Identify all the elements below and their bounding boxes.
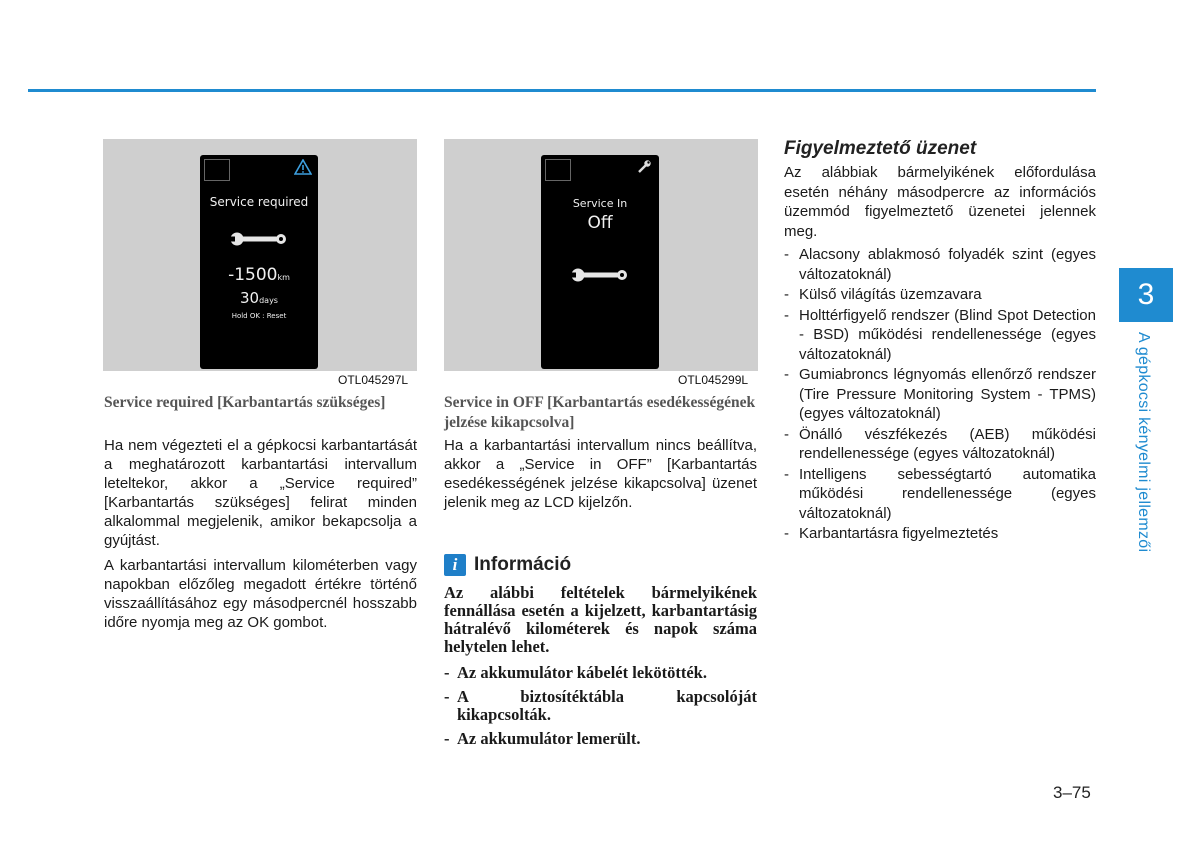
figure-caption-1: OTL045297L bbox=[338, 373, 409, 387]
section-title-warning-messages: Figyelmeztető üzenet bbox=[784, 138, 977, 159]
km-unit: km bbox=[277, 273, 290, 282]
chapter-number-tab: 3 bbox=[1119, 268, 1173, 322]
figure-caption-2: OTL045299L bbox=[678, 373, 749, 387]
hold-reset-hint: Hold OK : Reset bbox=[231, 312, 287, 320]
list-item: - Külső világítás üzemzavara bbox=[784, 285, 1096, 305]
list-item: - Az akkumulátor kábelét lekötötték. bbox=[444, 664, 757, 682]
km-value: -1500 bbox=[228, 265, 278, 285]
chapter-side-title bbox=[1132, 332, 1158, 572]
list-item: - Alacsony ablakmosó folyadék szint (egyes változatoknál) bbox=[784, 245, 1096, 284]
screen-mode-box bbox=[545, 159, 571, 181]
info-paragraph: Az alábbi feltételek bármelyikének fennállása esetén a kijelzett, karbantartásig hátralévő kilométerek és napok száma helytelen lehet. bbox=[444, 583, 757, 656]
list-item: - Gumiabroncs légnyomás ellenőrző rendszer (Tire Pressure Monitoring System - TPMS) (egyes változatoknál) bbox=[784, 365, 1096, 424]
screen-title-line2: Off bbox=[587, 213, 613, 233]
screen-mode-box bbox=[204, 159, 230, 181]
warning-triangle-icon bbox=[294, 159, 312, 175]
paragraph: Ha a karbantartási intervallum nincs beállítva, akkor a „Service in OFF” [Karbantartás esedékességének jelzése kikapcsolva] üzenet jelenik meg az LCD kijelzőn. bbox=[444, 437, 757, 511]
days-value: 30 bbox=[240, 289, 260, 307]
figure-service-required bbox=[103, 139, 417, 371]
paragraph: A karbantartási intervallum kilométerben vagy napokban előzőleg megadott értékre történő visszaállításához egy másodpercnél hosszabb időre nyomja meg az OK gombot. bbox=[104, 557, 417, 631]
section-heading-service-in-off: Service in OFF [Karbantartás esedékességének jelzése kikapcsolva] bbox=[444, 394, 756, 431]
lcd-screen bbox=[200, 155, 318, 369]
chapter-title-text: A gépkocsi kényelmi jellemzői bbox=[1135, 332, 1152, 553]
info-box-body bbox=[444, 584, 757, 754]
km-readout bbox=[200, 265, 318, 285]
wrench-small-icon bbox=[635, 159, 653, 175]
warning-list bbox=[784, 245, 1096, 544]
list-item: - Az akkumulátor lemerült. bbox=[444, 730, 757, 748]
paragraph: Ha nem végezteti el a gépkocsi karbantartását a meghatározott karbantartási intervallum leteltekor, akkor a „Service required” [Karbantartás szükséges] felirat minden alkalommal megjelenik, amikor bekapcsolja a gyújtást. bbox=[104, 437, 417, 549]
list-item: - Önálló vészfékezés (AEB) működési rendellenessége (egyes változatoknál) bbox=[784, 425, 1096, 464]
intro-paragraph: Az alábbiak bármelyikének előfordulása esetén néhány másodpercre az információs üzemmód figyelmeztető üzenetei jelennek meg. bbox=[784, 164, 1096, 240]
screen-title-line1: Service In bbox=[572, 197, 628, 210]
list-item: - A biztosítéktábla kapcsolóját kikapcsolták. bbox=[444, 688, 757, 724]
list-item: - Karbantartásra figyelmeztetés bbox=[784, 524, 1096, 544]
wrench-icon bbox=[228, 231, 288, 247]
page-number: 3–75 bbox=[1053, 783, 1091, 802]
days-unit: days bbox=[259, 296, 278, 305]
column-1-body bbox=[104, 436, 417, 638]
figure-service-in-off bbox=[444, 139, 758, 371]
section-heading-service-required: Service required [Karbantartás szükséges] bbox=[104, 394, 386, 411]
wrench-icon bbox=[569, 267, 629, 283]
list-item: - Holttérfigyelő rendszer (Blind Spot Detection - BSD) működési rendellenessége (egyes változatoknál) bbox=[784, 306, 1096, 365]
screen-title: Service required bbox=[209, 195, 309, 209]
info-icon: i bbox=[444, 554, 466, 576]
info-box-header bbox=[444, 553, 571, 577]
column-3-body bbox=[784, 163, 1096, 545]
column-2-body bbox=[444, 436, 757, 518]
info-title: Információ bbox=[474, 554, 572, 575]
top-rule bbox=[28, 89, 1096, 92]
lcd-screen bbox=[541, 155, 659, 369]
days-readout bbox=[200, 289, 318, 307]
list-item: - Intelligens sebességtartó automatika működési rendellenessége (egyes változatoknál) bbox=[784, 465, 1096, 524]
info-list bbox=[444, 664, 757, 748]
